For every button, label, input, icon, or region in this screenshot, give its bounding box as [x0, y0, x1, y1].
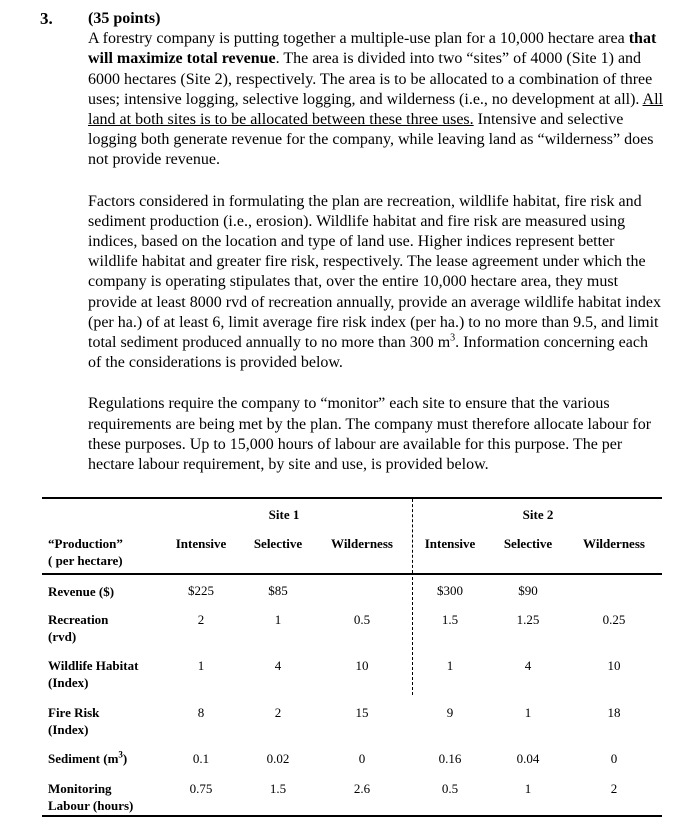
- table-cell: 0.04: [516, 751, 540, 766]
- row-label-line2: (Index): [48, 722, 89, 737]
- table-cell: 0.75: [189, 781, 213, 796]
- col-header: Wilderness: [331, 536, 393, 551]
- table-cell: $300: [437, 583, 463, 598]
- paragraph-1: [88, 9, 663, 171]
- production-label: [48, 535, 123, 569]
- table-cell: 4: [274, 658, 282, 673]
- table-cell: $225: [188, 583, 214, 598]
- table-cell: 9: [446, 705, 454, 720]
- row-label-line2: (rvd): [48, 629, 77, 644]
- question-number: 3.: [40, 9, 53, 28]
- table-cell: 1: [446, 658, 454, 673]
- col-header: Intensive: [424, 536, 476, 551]
- table-cell: 4: [524, 658, 532, 673]
- site-divider: [412, 499, 413, 573]
- table-cell: 1: [197, 658, 205, 673]
- production-label-line2: ( per hectare): [48, 553, 123, 568]
- points-label: (35 points): [88, 10, 161, 27]
- table-cell: 0.5: [441, 781, 459, 796]
- table-cell: 1: [524, 781, 532, 796]
- table-cell: 0.5: [353, 612, 371, 627]
- production-label-line1: “Production”: [48, 536, 123, 551]
- table-cell: 1: [274, 612, 282, 627]
- table-cell: 10: [355, 658, 369, 673]
- col-header: Wilderness: [583, 536, 645, 551]
- row-label-line1: Fire Risk: [48, 705, 100, 720]
- row-label: [48, 704, 99, 738]
- table-cell: 10: [607, 658, 621, 673]
- table-cell: $90: [518, 583, 538, 598]
- p2-superscript: 3: [450, 332, 456, 344]
- table-cell: 1: [524, 705, 532, 720]
- p2-text-a: Factors considered in formulating the plan are recreation, wildlife habitat, fire risk and sediment production (i.e., erosion). Wildlife habitat and fire risk are measured using indices, based on the location and type of land use. Higher indices represent better wildlife habitat and greater fire risk, respectively. The lease agreement under which the company is operating stipulates that, over the entire 10,000 hectare area, they must provide at least 8000 rvd of recreation annually, provide an average wildlife habitat index (per ha.) of at least 6, limit average fire risk index (per ha.) to no more than 9.5, and limit total sediment produced annually to no more than 300 m: [88, 192, 661, 352]
- col-header: Selective: [253, 536, 303, 551]
- site2-header: Site 2: [522, 507, 554, 522]
- table-cell: 0.25: [602, 612, 626, 627]
- table-cell: 8: [197, 705, 205, 720]
- table-header-rule: [42, 573, 662, 575]
- row-label-line2: Labour (hours): [48, 798, 134, 813]
- row-label-line1: Sediment (m: [48, 751, 119, 766]
- p2-text-b: . Information concerning each of the considerations is provided below.: [88, 334, 648, 372]
- row-label: [48, 780, 133, 814]
- paragraph-2: [88, 192, 663, 374]
- table-cell: 1.5: [269, 781, 287, 796]
- table-cell: 18: [607, 705, 621, 720]
- table-cell: 2: [197, 612, 205, 627]
- row-label: [48, 611, 108, 645]
- table-cell: 0.16: [438, 751, 462, 766]
- row-label: [48, 583, 114, 600]
- p1-text-c: . The area is divided into two “sites” of 4000 (Site 1) and 6000 hectares (Site 2), respectively. The area is to be allocated to a combination of three uses; intensive logging, selective logging, and wilderness (i.e., no development at all).: [88, 50, 653, 108]
- p1-text-e: Intensive and selective logging both generate revenue for the company, while leaving land as “wilderness” does not provide revenue.: [88, 111, 654, 169]
- row-label-line1: Wildlife Habitat: [48, 658, 139, 673]
- table-cell: 1.5: [441, 612, 459, 627]
- p1-underlined: All land at both sites is to be allocated between these three uses.: [88, 90, 663, 129]
- site1-header: Site 1: [268, 507, 300, 522]
- table-cell: 2.6: [353, 781, 371, 796]
- paragraph-3: Regulations require the company to “monitor” each site to ensure that the various requirements are being met by the plan. The company must therefore allocate labour for these purposes. Up to 15,000 hours of labour are available for this purpose. The per hectare labour requirement, by site and use, is provided below.: [88, 395, 652, 474]
- row-label-line1: Recreation: [48, 612, 109, 627]
- row-label-line1: Revenue ($): [48, 584, 115, 599]
- col-header: Intensive: [175, 536, 227, 551]
- question-body: [88, 9, 663, 475]
- table-top-rule: [42, 497, 662, 499]
- table-cell: 0.1: [192, 751, 210, 766]
- table-cell: 1.25: [516, 612, 540, 627]
- row-label-suffix: ): [122, 751, 128, 766]
- row-label-line2: (Index): [48, 675, 89, 690]
- table-cell: 0: [358, 751, 366, 766]
- row-label-superscript: 3: [118, 749, 123, 760]
- data-table: [42, 497, 662, 817]
- table-bottom-rule: [42, 815, 662, 817]
- table-cell: 2: [274, 705, 282, 720]
- table-cell: 0: [610, 751, 618, 766]
- col-header: Selective: [503, 536, 553, 551]
- site-divider-lower: [412, 577, 413, 695]
- row-label: [48, 657, 138, 691]
- row-label-line1: Monitoring: [48, 781, 112, 796]
- table-cell: $85: [268, 583, 288, 598]
- table-cell: 2: [610, 781, 618, 796]
- p1-emphasis: that will maximize total revenue: [88, 30, 657, 68]
- table-cell: 0.02: [266, 751, 290, 766]
- row-label: [48, 750, 127, 767]
- p1-text-a: A forestry company is putting together a multiple-use plan for a 10,000 hectare area: [88, 30, 629, 48]
- table-cell: 15: [355, 705, 369, 720]
